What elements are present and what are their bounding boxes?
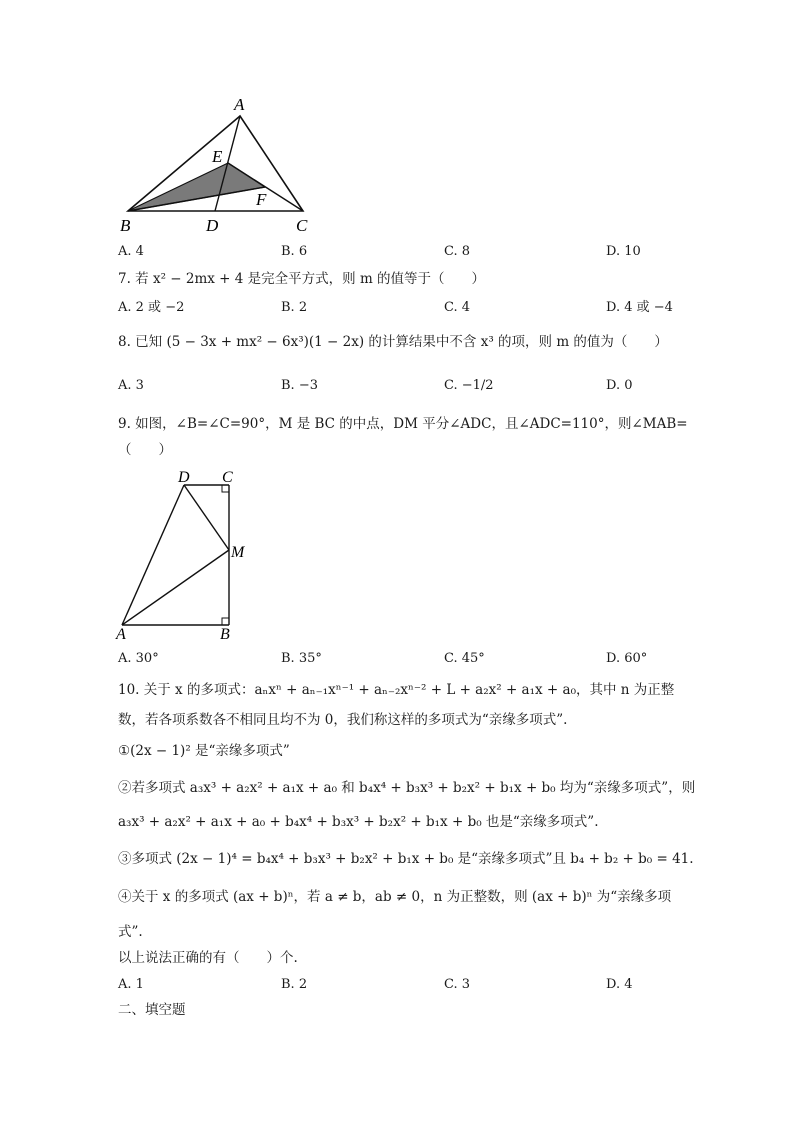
option-a[interactable]: A. 30° — [118, 651, 159, 666]
option-b[interactable]: B. −3 — [281, 378, 318, 393]
option-b[interactable]: B. 35° — [281, 651, 322, 666]
option-d[interactable]: D. 0 — [606, 378, 633, 393]
label-b: B — [120, 216, 131, 235]
label-m: M — [231, 544, 245, 561]
q10-statement-1: ①(2x − 1)² 是“亲缘多项式” — [118, 743, 290, 759]
q7-stem: 7. 若 x² − 2mx + 4 是完全平方式，则 m 的值等于（ ） — [118, 271, 486, 287]
label-c: C — [222, 469, 233, 486]
q10-statement-4-line2: 式”. — [118, 924, 143, 940]
option-a[interactable]: A. 4 — [118, 244, 144, 259]
option-d[interactable]: D. 4 或 −4 — [606, 300, 673, 315]
q10-question: 以上说法正确的有（ ）个. — [118, 950, 298, 966]
option-c[interactable]: C. −1/2 — [444, 378, 494, 393]
label-e: E — [212, 147, 223, 166]
label-d: D — [206, 216, 219, 235]
q10-statement-2-line1: ②若多项式 a₃x³ + a₂x² + a₁x + a₀ 和 b₄x⁴ + b₃x³ + b₂x² + b₁x + b₀ 均为“亲缘多项式”，则 — [118, 780, 696, 796]
q8-stem: 8. 已知 (5 − 3x + mx² − 6x³)(1 − 2x) 的计算结果中不含 x³ 的项，则 m 的值为（ ） — [118, 334, 668, 350]
q10-statement-4-line1: ④关于 x 的多项式 (ax + b)ⁿ，若 a ≠ b，ab ≠ 0，n 为正整数，则 (ax + b)ⁿ 为“亲缘多项 — [118, 889, 672, 905]
right-angle-c — [222, 485, 229, 492]
option-d[interactable]: D. 10 — [606, 244, 641, 259]
right-angle-b — [222, 618, 229, 625]
q9-stem-line1: 9. 如图，∠B=∠C=90°，M 是 BC 的中点，DM 平分∠ADC，且∠ADC=110°，则∠MAB= — [118, 416, 688, 432]
label-b: B — [220, 626, 230, 642]
section-title-fill-in: 二、填空题 — [118, 1002, 186, 1018]
option-b[interactable]: B. 6 — [281, 244, 308, 259]
triangle-figure — [110, 92, 325, 237]
option-c[interactable]: C. 4 — [444, 300, 471, 315]
q9-stem-line2: （ ） — [118, 442, 172, 458]
q10-statement-2-line2: a₃x³ + a₂x² + a₁x + a₀ + b₄x⁴ + b₃x³ + b₂x² + b₁x + b₀ 也是“亲缘多项式”. — [118, 814, 599, 830]
option-a[interactable]: A. 3 — [118, 378, 144, 393]
label-a: A — [116, 626, 126, 642]
option-b[interactable]: B. 2 — [281, 300, 308, 315]
segment-dm — [184, 485, 229, 550]
option-c[interactable]: C. 3 — [444, 977, 471, 992]
option-c[interactable]: C. 45° — [444, 651, 485, 666]
label-d: D — [178, 469, 190, 486]
option-a[interactable]: A. 2 或 −2 — [118, 300, 185, 315]
label-c: C — [296, 216, 308, 235]
option-a[interactable]: A. 1 — [118, 977, 144, 992]
label-a: A — [234, 95, 245, 114]
label-f: F — [256, 190, 267, 209]
option-c[interactable]: C. 8 — [444, 244, 471, 259]
q10-stem-line2: 数，若各项系数各不相同且均不为 0，我们称这样的多项式为“亲缘多项式”. — [118, 712, 568, 728]
option-d[interactable]: D. 60° — [606, 651, 648, 666]
quadrilateral-figure — [110, 462, 260, 642]
option-b[interactable]: B. 2 — [281, 977, 308, 992]
shaded-triangle-bef — [128, 163, 265, 211]
option-d[interactable]: D. 4 — [606, 977, 633, 992]
q10-statement-3: ③多项式 (2x − 1)⁴ = b₄x⁴ + b₃x³ + b₂x² + b₁x + b₀ 是“亲缘多项式”且 b₄ + b₂ + b₀ = 41. — [118, 851, 694, 867]
q10-stem-line1: 10. 关于 x 的多项式：aₙxⁿ + aₙ₋₁xⁿ⁻¹ + aₙ₋₂xⁿ⁻² + L + a₂x² + a₁x + a₀，其中 n 为正整 — [118, 682, 675, 698]
